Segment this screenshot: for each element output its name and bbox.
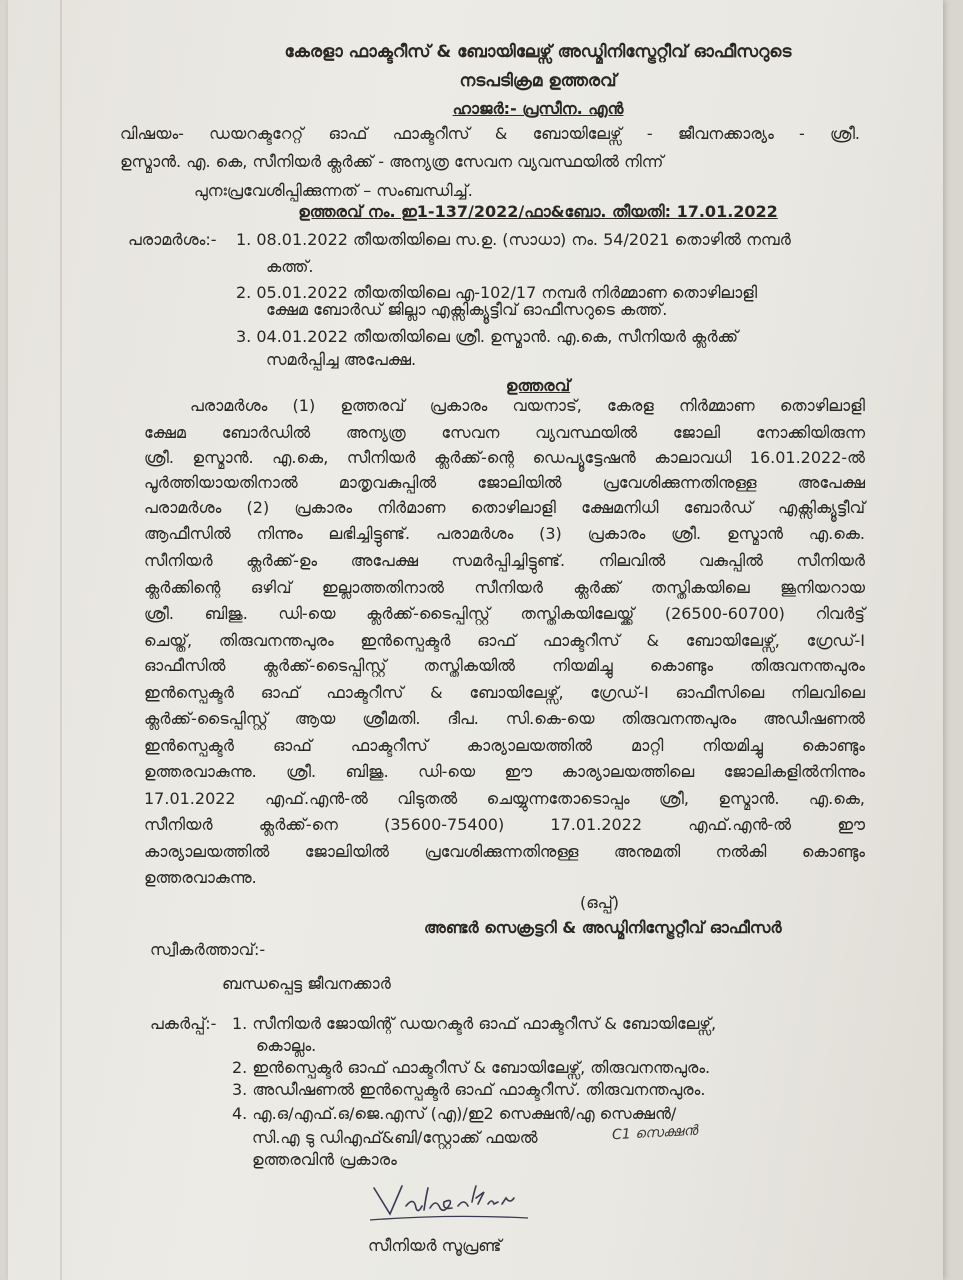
body-line: പൂർത്തിയായതിനാൽ മാതൃവകുപ്പിൽ ജോലിയിൽ പ്രവേശിക്കുന്നതിനുള്ള അപേക്ഷ [144, 473, 865, 492]
copies-label: പകർപ്പ്:- [150, 1014, 217, 1033]
header-present: ഹാജർ:- പ്രസീന. എൻ [452, 99, 624, 118]
references-label: പരാമർശം:- [128, 230, 217, 249]
recipient-label: സ്വീകർത്താവ്:- [150, 940, 266, 959]
body-line: ക്ഷേമ ബോർഡിൽ അന്യത്ര സേവന വ്യവസ്ഥയിൽ ജോലി നോക്കിയിരുന്ന [144, 423, 865, 442]
copy-4b: സി.എ ടു ഡിഎഫ്&ബി/സ്റ്റോക്ക് ഫയൽ [252, 1128, 538, 1147]
body-line: ചെയ്ത്, തിരുവനന്തപുരം ഇൻസ്പെക്ടർ ഓഫ് ഫാക്ടറീസ് & ബോയിലേഴ്സ്, ഗ്രേഡ്-I [144, 631, 865, 650]
body-line: കാര്യാലയത്തിൽ ജോലിയിൽ പ്രവേശിക്കുന്നതിനുള്ള അനുമതി നൽകി കൊണ്ടും [144, 842, 865, 861]
signed-mark: (ഒപ്പ്) [580, 893, 620, 912]
body-line: ശ്രീ. ഉസ്മാൻ. എ.കെ, സീനിയർ ക്ലർക്ക്-ന്റെ ഡെപ്യൂട്ടേഷൻ കാലാവധി 16.01.2022-ൽ [144, 448, 865, 467]
handwritten-signature [368, 1180, 538, 1226]
copy-2: 2. ഇൻസ്പെക്ടർ ഓഫ് ഫാക്ടറീസ് & ബോയിലേഴ്സ്, തിരുവനന്തപുരം. [232, 1058, 711, 1077]
reference-1a: 1. 08.01.2022 തീയതിയിലെ സ.ഉ. (സാധാ) നം. 54/2021 തൊഴിൽ നമ്പർ [236, 230, 791, 249]
body-line: ആഫീസിൽ നിന്നും ലഭിച്ചിട്ടുണ്ട്. പരാമർശം (3) പ്രകാരം ശ്രീ. ഉസ്മാൻ എ.കെ. [144, 524, 865, 543]
body-line: 17.01.2022 എഫ്.എൻ-ൽ വിടുതൽ ചെയ്യുന്നതോടൊപ്പം ശ്രീ, ഉസ്മാൻ. എ.കെ, [144, 789, 865, 808]
copy-4a: 4. എ.ഒ/എഫ്.ഒ/ജെ.എസ് (എ)/ഇ2 സെക്ഷൻ/എ സെക്ഷൻ/ [232, 1104, 677, 1123]
reference-1b: കത്ത്. [266, 257, 314, 276]
body-line: ഉത്തരവാകുന്നു. [144, 868, 257, 887]
reference-2b: ക്ഷേമ ബോർഡ് ജില്ലാ എക്സിക്യൂട്ടീവ് ഓഫീസറുടെ കത്ത്. [266, 300, 668, 319]
body-line: പരാമർശം (1) ഉത്തരവ് പ്രകാരം വയനാട്, കേരള നിർമ്മാണ തൊഴിലാളി [190, 396, 865, 415]
copy-1b: കൊല്ലം. [256, 1036, 317, 1055]
body-line: ഉത്തരവാകുന്നു. ശ്രീ. ബിജു. ഡി-യെ ഈ കാര്യാലയത്തിലെ ജോലികളിൽനിന്നും [144, 762, 865, 781]
body-line: ഇൻസ്പെക്ടർ ഓഫ് ഫാക്ടറീസ് കാര്യാലയത്തിൽ മാറ്റി നിയമിച്ചു കൊണ്ടും [144, 736, 865, 755]
document-page [8, 0, 943, 1280]
copy-3: 3. അഡീഷണൽ ഇൻസ്പെക്ടർ ഓഫ് ഫാക്ടറീസ്. തിരുവനന്തപുരം. [232, 1080, 706, 1099]
final-signatory: സീനിയർ സൂപ്രണ്ട് [368, 1236, 502, 1255]
body-line: പരാമർശം (2) പ്രകാരം നിർമാണ തൊഴിലാളി ക്ഷേമനിധി ബോർഡ് എക്സിക്യൂട്ടീവ് [144, 498, 865, 517]
page-fold [60, 0, 62, 1280]
recipient: ബന്ധപ്പെട്ട ജീവനക്കാർ [222, 974, 391, 993]
body-line: ശ്രീ. ബിജു. ഡി-യെ ക്ലർക്ക്-ടൈപ്പിസ്റ്റ് തസ്തികയിലേയ്ക്ക് (26500-60700) റിവർട്ട് [144, 604, 865, 623]
reference-2a: 2. 05.01.2022 തീയതിയിലെ എ-102/17 നമ്പർ നിർമ്മാണ തൊഴിലാളി [236, 283, 758, 302]
body-line: ഇൻസ്പെക്ടർ ഓഫ് ഫാക്ടറീസ് & ബോയിലേഴ്സ്, ഗ്രേഡ്-I ഓഫീസിലെ നിലവിലെ [144, 683, 865, 702]
reference-3a: 3. 04.01.2022 തീയതിയിലെ ശ്രീ. ഉസ്മാൻ. എ.കെ, സീനിയർ ക്ലർക്ക് [236, 327, 739, 346]
order-heading: ഉത്തരവ് [505, 376, 571, 395]
signatory-title: അണ്ടർ സെക്രട്ടറി & അഡ്മിനിസ്ട്രേറ്റീവ് ഓഫീസർ [424, 918, 782, 937]
reference-3b: സമർപ്പിച്ച അപേക്ഷ. [266, 350, 417, 369]
handwritten-note: C1 സെക്ഷൻ [611, 1122, 698, 1144]
body-line: സീനിയർ ക്ലർക്ക്-ഉം അപേക്ഷ സമർപ്പിച്ചിട്ടുണ്ട്. നിലവിൽ വകുപ്പിൽ സീനിയർ [144, 551, 865, 570]
copy-1a: 1. സീനിയർ ജോയിന്റ് ഡയറക്ടർ ഓഫ് ഫാക്ടറീസ് & ബോയിലേഴ്സ്, [232, 1014, 717, 1033]
order-number: ഉത്തരവ് നം. ഇ1-137/2022/ഫാ&ബോ. തീയതി: 17.01.2022 [298, 202, 778, 221]
copy-4c: ഉത്തരവിൻ പ്രകാരം [252, 1150, 397, 1169]
body-line: ക്ലർക്കിന്റെ ഒഴിവ് ഇല്ലാത്തതിനാൽ സീനിയർ ക്ലർക്ക് തസ്തികയിലെ ജൂനിയറായ [144, 578, 865, 597]
subject-line1: വിഷയം- ഡയറക്ടറേറ്റ് ഓഫ് ഫാക്ടറീസ് & ബോയിലേഴ്സ് - ജീവനക്കാര്യം - ശ്രീ. [120, 124, 860, 143]
body-line: ക്ലർക്ക്-ടൈപ്പിസ്റ്റ് ആയ ശ്രീമതി. ദീപ. സി.കെ-യെ തിരുവനന്തപുരം അഡീഷണൽ [144, 709, 865, 728]
body-line: സീനിയർ ക്ലർക്ക്-നെ (35600-75400) 17.01.2022 എഫ്.എൻ-ൽ ഈ [144, 815, 865, 834]
subject-line2: ഉസ്മാൻ. എ. കെ, സീനിയർ ക്ലർക്ക് - അന്യത്ര സേവന വ്യവസ്ഥയിൽ നിന്ന് [120, 152, 664, 171]
header-title-line1: കേരളാ ഫാക്ടറീസ് & ബോയിലേഴ്സ് അഡ്മിനിസ്ട്രേറ്റീവ് ഓഫീസറുടെ [284, 42, 792, 62]
subject-line3: പുനഃപ്രവേശിപ്പിക്കുന്നത് – സംബന്ധിച്ച്. [194, 181, 473, 200]
header-title-line2: നടപടിക്രമ ഉത്തരവ് [459, 71, 617, 91]
body-line: ഓഫീസിൽ ക്ലർക്ക്-ടൈപ്പിസ്റ്റ് തസ്തികയിൽ നിയമിച്ചു കൊണ്ടും തിരുവനന്തപുരം [144, 656, 865, 675]
